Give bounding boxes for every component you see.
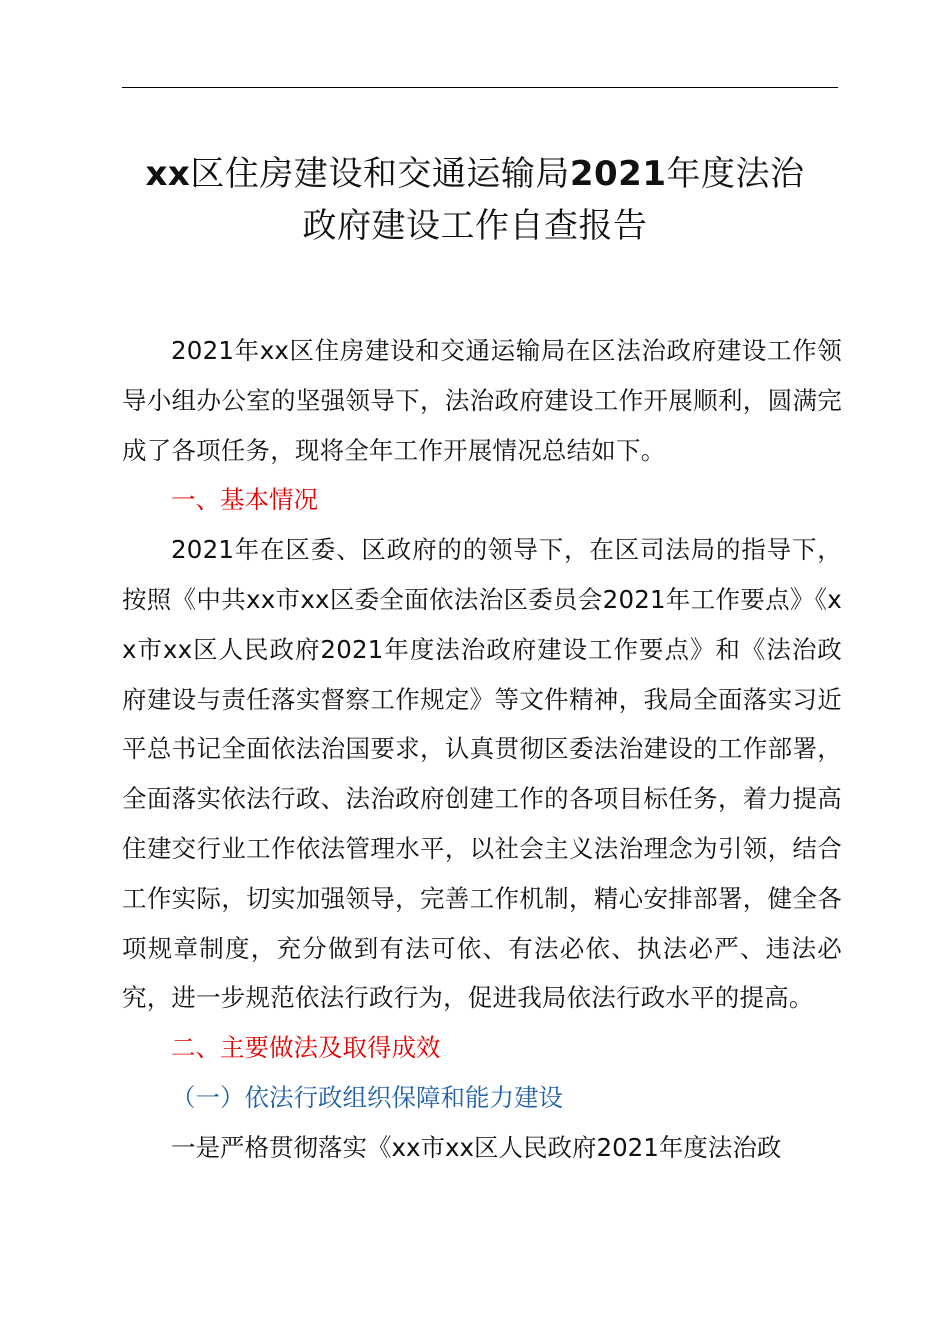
header-rule: [122, 87, 838, 88]
subsection-1-heading: （一）依法行政组织保障和能力建设: [171, 1082, 563, 1112]
title-prefix: xx: [145, 154, 191, 194]
title-mid-2: 年度法治: [666, 154, 805, 194]
title-mid-1: 区住房建设和交通运输局: [190, 154, 570, 194]
section-2-heading: 二、主要做法及取得成效: [171, 1033, 441, 1063]
section-1-heading: 一、基本情况: [171, 485, 318, 515]
title-line-1: [100, 148, 850, 200]
document-title: [100, 148, 850, 252]
intro-paragraph: 2021年xx区住房建设和交通运输局在区法治政府建设工作领导小组办公室的坚强领导下，法治政府建设工作开展顺利，圆满完成了各项任务，现将全年工作开展情况总结如下。: [122, 336, 842, 465]
subsection-1-paragraph: 一是严格贯彻落实《xx市xx区人民政府2021年度法治政: [171, 1132, 782, 1162]
section-1-paragraph: 2021年在区委、区政府的的领导下，在区司法局的指导下，按照《中共xx市xx区委全面依法治区委员会2021年工作要点》《xx市xx区人民政府2021年度法治政府建设工作要点》和《法治政府建设与责任落实督察工作规定》等文件精神，我局全面落实习近平总书记全面依法治国要求，认真贯彻区委法治建设的工作部署，全面落实依法行政、法治政府创建工作的各项目标任务，着力提高住建交行业工作依法管理水平，以社会主义法治理念为引领，结合工作实际，切实加强领导，完善工作机制，精心安排部署，健全各项规章制度，充分做到有法可依、有法必依、执法必严、违法必究，进一步规范依法行政行为，促进我局依法行政水平的提高。: [122, 535, 842, 1013]
title-year: 2021: [569, 154, 667, 194]
title-line-2: 政府建设工作自查报告: [302, 206, 648, 246]
document-body: [122, 326, 842, 1173]
